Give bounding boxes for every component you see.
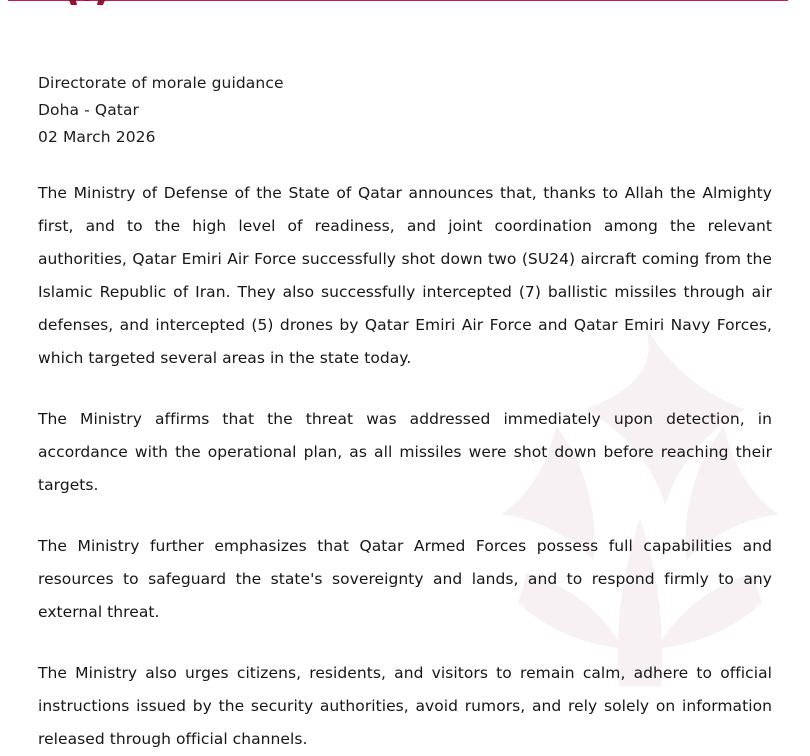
- paragraph: The Ministry affirms that the threat was addressed immediately upon detection, in accordance with the operational plan, as all missiles were shot down before reaching their targets.: [38, 410, 772, 494]
- letterhead: [0, 0, 810, 22]
- document-meta: [38, 70, 772, 151]
- location-line: Doha - Qatar: [38, 101, 140, 119]
- paragraph: The Ministry also urges citizens, residents, and visitors to remain calm, adhere to official instructions issued by the security authorities, avoid rumors, and rely solely on information released through official channels.: [38, 664, 772, 748]
- header-divider: [8, 0, 788, 1]
- paragraph: The Ministry of Defense of the State of Qatar announces that, thanks to Allah the Almighty first, and to the high level of readiness, and joint coordination among the relevant authorities, Qatar Emiri Air Force successfully shot down two (SU24) aircraft coming from the Islamic Republic of Iran. They also successfully intercepted (7) ballistic missiles through air defenses, and intercepted (5) drones by Qatar Emiri Air Force and Qatar Emiri Navy Forces, which targeted several areas in the state today.: [38, 184, 772, 367]
- paragraph: The Ministry further emphasizes that Qatar Armed Forces possess full capabilities and resources to safeguard the state's sovereignty and lands, and to respond firmly to any external threat.: [38, 537, 772, 621]
- state-emblem-icon: [58, 0, 116, 12]
- document-body: [0, 22, 810, 756]
- date-line: 02 March 2026: [38, 128, 156, 146]
- issuer-line: Directorate of morale guidance: [38, 74, 284, 92]
